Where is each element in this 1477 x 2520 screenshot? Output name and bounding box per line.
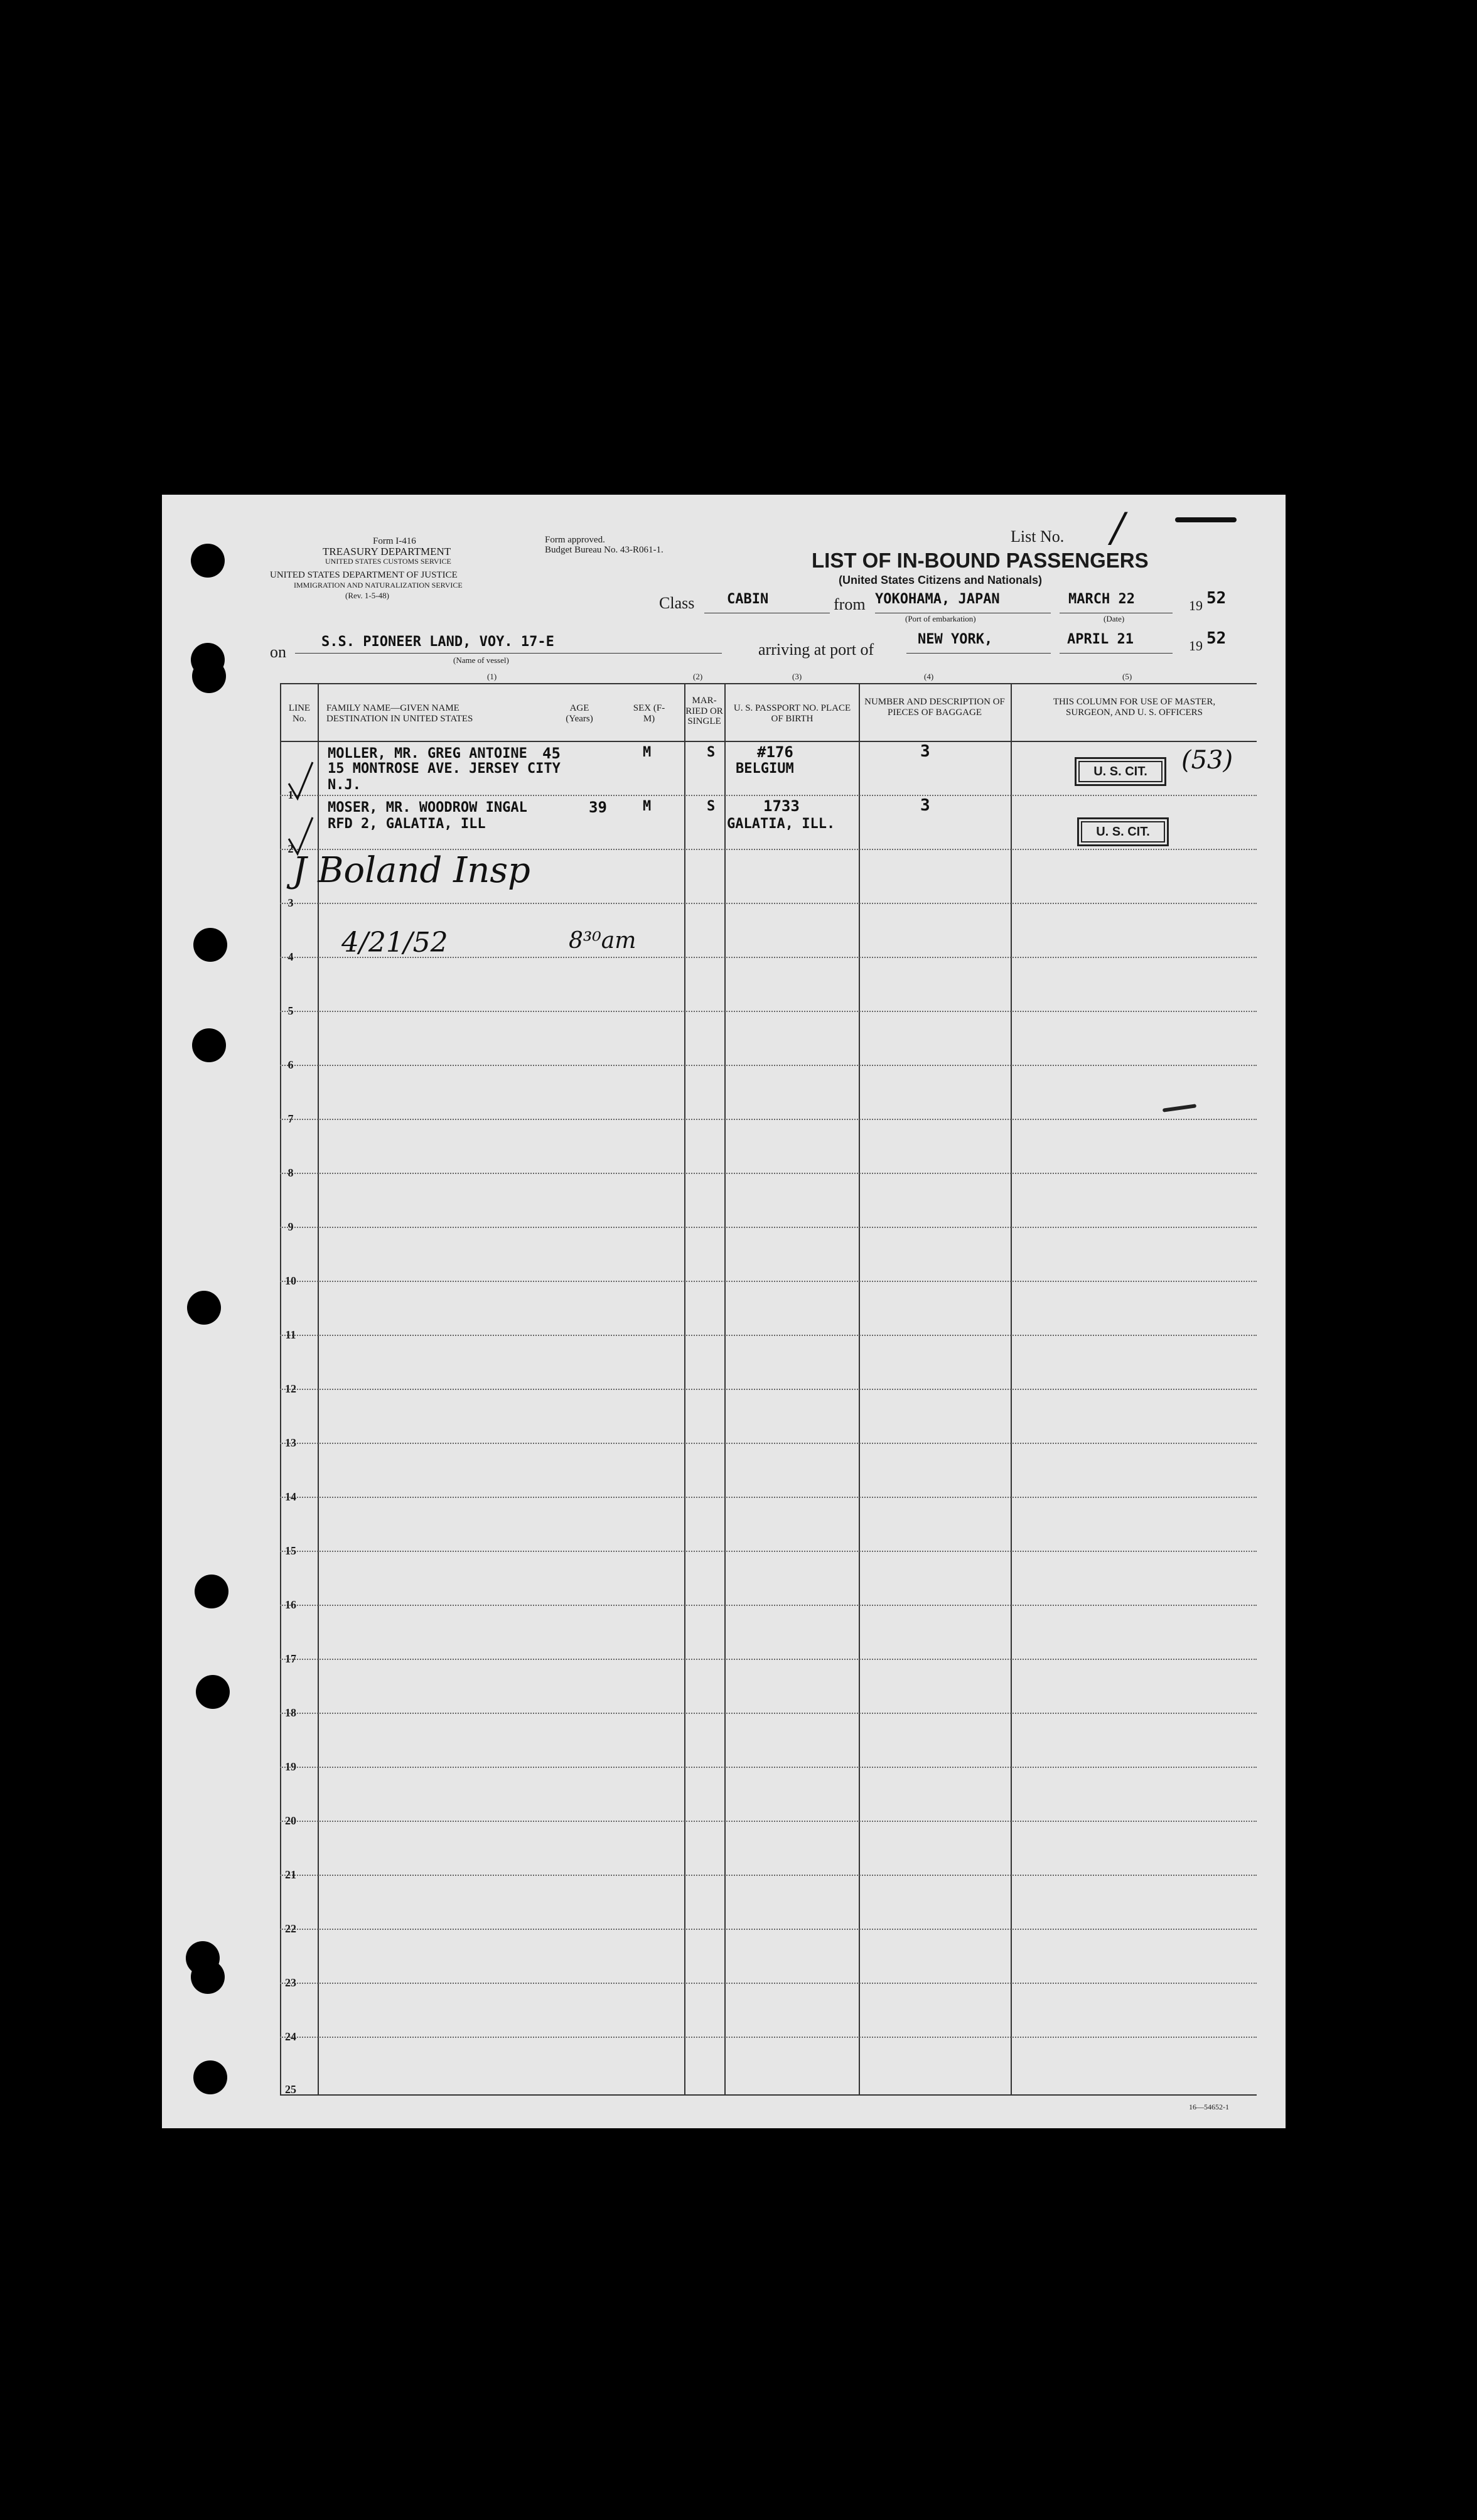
arrival-date-underline <box>1060 653 1173 654</box>
header-line-no: LINE No. <box>288 703 311 724</box>
ink-mark <box>1163 1104 1196 1112</box>
row-rule <box>280 1065 1257 1066</box>
passenger-2-passport: 1733 <box>763 797 800 815</box>
list-no-label: List No. <box>1011 527 1065 546</box>
passenger-2-marital: S <box>707 799 716 814</box>
vessel-underline <box>295 653 722 654</box>
manifest-sheet <box>162 495 1286 2128</box>
row-rule <box>280 1173 1257 1174</box>
document-title: LIST OF IN-BOUND PASSENGERS <box>812 549 1149 572</box>
arrival-date: APRIL 21 <box>1067 632 1134 647</box>
passenger-1-sex: M <box>643 745 652 760</box>
from-value: YOKOHAMA, JAPAN <box>875 591 1000 607</box>
passenger-2-address: RFD 2, GALATIA, ILL <box>328 816 486 832</box>
row-rule <box>280 1767 1257 1768</box>
header-sex: SEX (F-M) <box>633 703 665 724</box>
line-number: 22 <box>285 1922 296 1935</box>
signature-time: 8³⁰am <box>569 928 636 954</box>
header-baggage: NUMBER AND DESCRIPTION OF PIECES OF BAGGAGE <box>864 697 1005 718</box>
row-rule <box>280 1659 1257 1660</box>
line-number: 21 <box>285 1868 296 1881</box>
line-number: 15 <box>285 1544 296 1557</box>
passenger-2-age: 39 <box>589 799 607 816</box>
passenger-1-birthplace: BELGIUM <box>736 761 794 777</box>
row-rule <box>280 1335 1257 1336</box>
passenger-2-birthplace: GALATIA, ILL. <box>727 816 835 832</box>
date-caption: (Date) <box>1104 614 1125 623</box>
line-number: 7 <box>287 1112 294 1125</box>
year-prefix-2: 19 <box>1189 638 1203 654</box>
list-no-strike <box>1175 517 1237 522</box>
budget-bureau: Budget Bureau No. 43-R061-1. <box>545 545 663 555</box>
binder-hole-7 <box>195 1575 228 1608</box>
row-rule <box>280 1929 1257 1930</box>
line-number: 17 <box>285 1652 296 1665</box>
header-marital: MAR-RIED OR SINGLE <box>685 696 723 726</box>
line-number: 4 <box>287 950 294 963</box>
line-number: 2 <box>287 843 294 855</box>
on-label: on <box>270 643 286 661</box>
table-bottom-rule <box>280 2094 1257 2096</box>
line-number: 10 <box>285 1274 296 1287</box>
passenger-2-name: MOSER, MR. WOODROW INGAL <box>328 800 527 816</box>
passenger-1-address-2: N.J. <box>328 777 361 793</box>
line-number: 18 <box>285 1706 296 1719</box>
binder-hole-4 <box>193 928 227 962</box>
line-number: 8 <box>287 1166 294 1179</box>
signature-date: 4/21/52 <box>341 927 448 959</box>
header-name: FAMILY NAME—GIVEN NAME DESTINATION IN UNITED STATES <box>326 703 473 724</box>
port-embarkation-caption: (Port of embarkation) <box>905 614 976 623</box>
header-officials: THIS COLUMN FOR USE OF MASTER, SURGEON, AND U. S. OFFICERS <box>1053 697 1216 718</box>
passenger-1-passport: #176 <box>757 743 793 761</box>
binder-hole-8 <box>196 1675 230 1709</box>
binder-hole-10 <box>191 1960 225 1994</box>
line-number: 1 <box>287 789 294 801</box>
row-rule <box>280 1119 1257 1120</box>
binder-hole-1 <box>191 544 225 578</box>
inspector-signature: J Boland Insp <box>293 850 530 891</box>
vessel-caption: (Name of vessel) <box>453 655 509 665</box>
line-number: 13 <box>285 1436 296 1449</box>
binder-hole-5 <box>192 1028 226 1062</box>
year-1: 52 <box>1206 589 1227 608</box>
passenger-1-baggage: 3 <box>920 742 930 761</box>
row-rule <box>280 1443 1257 1444</box>
revision-date: (Rev. 1-5-48) <box>345 591 389 600</box>
row-rule <box>280 1605 1257 1606</box>
passenger-2-baggage: 3 <box>920 796 930 815</box>
line-number: 11 <box>285 1328 296 1341</box>
line-number: 5 <box>287 1004 294 1017</box>
column-number-4: (4) <box>924 672 934 681</box>
ins-service: IMMIGRATION AND NATURALIZATION SERVICE <box>294 581 463 590</box>
row-rule <box>280 1497 1257 1498</box>
passenger-1-citizen-stamp: U. S. CIT. <box>1075 757 1166 786</box>
passenger-2-sex: M <box>643 799 652 814</box>
table-header-rule <box>280 741 1257 742</box>
binder-hole-6 <box>187 1291 221 1325</box>
row-rule <box>280 1983 1257 1984</box>
table-top-rule <box>280 683 1257 684</box>
arrival-port: NEW YORK, <box>918 632 993 647</box>
customs-service: UNITED STATES CUSTOMS SERVICE <box>325 557 451 566</box>
row-rule <box>280 1875 1257 1876</box>
line-number: 14 <box>285 1490 296 1503</box>
line-number: 25 <box>285 2083 296 2096</box>
header-age: AGE (Years) <box>566 703 593 724</box>
line-number: 12 <box>285 1382 296 1395</box>
year-2: 52 <box>1206 629 1227 648</box>
column-number-1: (1) <box>487 672 497 681</box>
treasury-department: TREASURY DEPARTMENT <box>323 546 451 557</box>
class-value: CABIN <box>727 591 769 607</box>
column-number-2: (2) <box>693 672 703 681</box>
footer-code: 16—54652-1 <box>1189 2103 1229 2111</box>
row-rule <box>280 1011 1257 1012</box>
row-rule <box>280 795 1257 796</box>
line-number: 9 <box>287 1220 294 1233</box>
passenger-2-citizen-stamp: U. S. CIT. <box>1077 817 1169 846</box>
passenger-1-age: 45 <box>542 745 561 762</box>
binder-hole-3 <box>192 659 226 693</box>
passenger-1-name: MOLLER, MR. GREG ANTOINE <box>328 746 527 762</box>
binder-hole-11 <box>193 2060 227 2094</box>
form-approved: Form approved. <box>545 535 605 545</box>
row-rule <box>280 1389 1257 1390</box>
arriving-label: arriving at port of <box>758 640 874 659</box>
line-number: 3 <box>287 897 294 909</box>
row-rule <box>280 2037 1257 2038</box>
row-rule <box>280 903 1257 904</box>
passenger-1-marital: S <box>707 745 716 760</box>
column-number-3: (3) <box>792 672 802 681</box>
check-mark-icon <box>285 758 316 802</box>
year-prefix-1: 19 <box>1189 598 1203 613</box>
row-rule <box>280 1713 1257 1714</box>
line-number: 16 <box>285 1598 296 1611</box>
column-number-5: (5) <box>1122 672 1132 681</box>
passenger-1-address: 15 MONTROSE AVE. JERSEY CITY <box>328 761 561 777</box>
line-number: 24 <box>285 2030 296 2043</box>
passenger-1-note: (53) <box>1181 746 1233 775</box>
line-number: 19 <box>285 1760 296 1773</box>
row-rule <box>280 1551 1257 1552</box>
line-number: 23 <box>285 1976 296 1989</box>
class-label: Class <box>659 594 695 612</box>
departure-date: MARCH 22 <box>1068 591 1135 607</box>
document-subtitle: (United States Citizens and Nationals) <box>839 574 1043 586</box>
vessel-name: S.S. PIONEER LAND, VOY. 17-E <box>321 634 554 650</box>
list-no-value: / <box>1111 505 1125 551</box>
form-number: Form I-416 <box>373 536 416 546</box>
row-rule <box>280 1227 1257 1228</box>
line-number: 20 <box>285 1814 296 1827</box>
row-rule <box>280 1281 1257 1282</box>
port-underline <box>906 653 1051 654</box>
line-number: 6 <box>287 1058 294 1071</box>
row-rule <box>280 1821 1257 1822</box>
department-of-justice: UNITED STATES DEPARTMENT OF JUSTICE <box>270 570 458 580</box>
header-passport: U. S. PASSPORT NO. PLACE OF BIRTH <box>733 703 851 724</box>
from-label: from <box>834 595 866 613</box>
